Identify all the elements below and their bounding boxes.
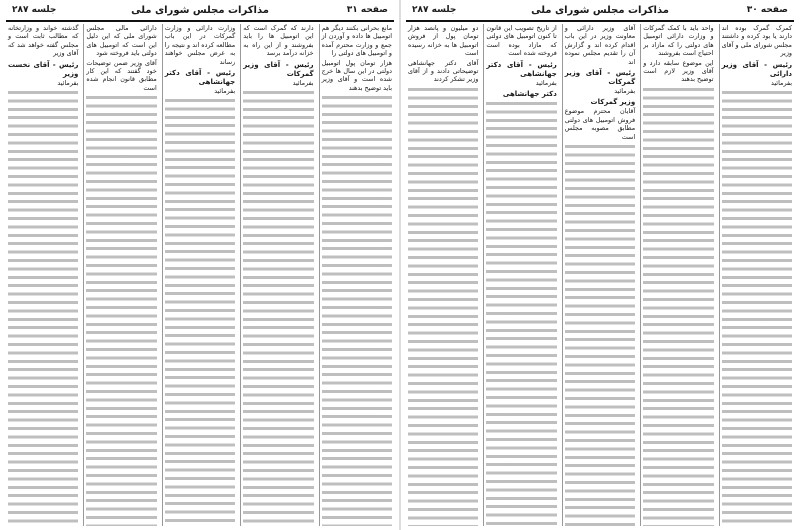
speaker-heading: رئیس - آقای وزیر گمرکات [243, 60, 314, 78]
paragraph: بفرمائید [614, 87, 636, 96]
speaker-heading: رئیس - آقای دکتر جهانشاهی [164, 69, 236, 87]
text-column [319, 24, 394, 526]
text-column [562, 24, 637, 526]
speaker-heading: وزیر گمرکات [590, 98, 636, 107]
text-columns [406, 24, 794, 526]
text-columns [6, 24, 394, 526]
paragraph: دارند که گمرک است که این اتومبیل ها را باید بفروشند و از این راه به خزانه درآمد برسد [243, 24, 314, 58]
page-number: صفحه ۳۱ [346, 5, 388, 15]
text-column [240, 24, 315, 526]
text-column [162, 24, 237, 526]
speaker-heading: رئیس - آقای نخست وزیر [7, 60, 79, 78]
illegible-text-block [86, 93, 156, 526]
page-header [6, 4, 394, 22]
text-column [640, 24, 715, 526]
paragraph: بفرمائید [57, 78, 79, 87]
speaker-heading: دکتر جهانشاهی [502, 90, 557, 99]
paragraph: از تاریخ تصویب این قانون تا کنون اتومبیل های دولتی که مازاد بوده است فروخته شده است [486, 24, 557, 58]
paragraph: آقای وزیر ضمن توضیحات خود گفتند که این کار مطابق قانون انجام شده است [86, 58, 157, 92]
page-31 [2, 0, 398, 530]
illegible-text-block [722, 88, 792, 526]
text-column [719, 24, 794, 526]
text-column [483, 24, 558, 526]
paragraph: این موضوع سابقه دارد و آقای وزیر لازم است توضیح بدهند [643, 58, 714, 84]
paragraph: دارائی مالی مجلس شورای ملی که این دلیل این است که اتومبیل های دولتی باید فروخته شود [86, 24, 157, 58]
speaker-heading: رئیس - آقای وزیر گمرکات [564, 69, 636, 87]
paragraph: واحد باید با کمک گمرکات و وزارت دارائی اتومبیل های دولتی را که مازاد بر احتیاج است بفروشند [643, 24, 714, 58]
paragraph: بفرمائید [292, 78, 314, 87]
page-30 [402, 0, 798, 530]
paragraph: وزارت دارائی و وزارت گمرکات در این باب مطالعه کرده اند و نتیجه را به عرض مجلس خواهند رساند [164, 24, 236, 66]
paragraph: آقای دکتر جهانشاهی توضیحاتی دادند و از آقای وزیر تشکر کردند [407, 58, 479, 84]
paragraph: آقای وزیر دارائی و معاونت وزیر در این باب اقدام کرده اند و گزارش آن را تقدیم مجلس نموده اند [564, 24, 636, 66]
illegible-text-block [322, 93, 392, 526]
page-gutter [399, 0, 401, 530]
paragraph: بفرمائید [535, 78, 557, 87]
illegible-text-block [643, 85, 713, 526]
paragraph: بفرمائید [214, 87, 236, 96]
paragraph: کمرک گمرک بوده اند دارند یا بود کرده و داشتند مجلس شورای ملی و آقای وزیر [721, 24, 792, 58]
text-column [6, 24, 80, 526]
paragraph: آقایان محترم موضوع فروش اتومبیل های دولتی مطابق مصوبه مجلس است [564, 107, 636, 141]
illegible-text-block [408, 85, 478, 526]
text-column [406, 24, 480, 526]
illegible-text-block [165, 96, 235, 526]
illegible-text-block [486, 99, 556, 526]
session-number: جلسه ۲۸۷ [412, 5, 457, 15]
paragraph: دو میلیون و پانصد هزار تومان پول از فروش اتومبیل ها به خزانه رسیده است [407, 24, 479, 58]
page-header [406, 4, 794, 22]
paragraph: بفرمائید [771, 78, 792, 87]
publication-title: مذاکرات مجلس شورای ملی [531, 5, 669, 16]
session-number: جلسه ۲۸۷ [12, 5, 57, 15]
illegible-text-block [243, 88, 313, 526]
illegible-text-block [8, 88, 78, 526]
speaker-heading: رئیس - آقای دکتر جهانشاهی [486, 60, 557, 78]
text-column [83, 24, 158, 526]
paragraph: مانع بحرانی بکنند دیگر هم اتومبیل ها داده و آوردن از جمع و وزارت محترم آمده و اتومبیل های دولتی را [321, 24, 392, 58]
paragraph: هزار تومان پول اتومبیل دولتی در این سال ها خرج شده است و آقای وزیر باید توضیح بدهند [321, 58, 392, 92]
illegible-text-block [565, 142, 635, 526]
page-number: صفحه ۳۰ [746, 5, 788, 15]
paragraph: گذشته خواند و وزارتخانه که مطالب ثابت است و مجلس گفته خواهد شد که آقای وزیر [7, 24, 79, 58]
publication-title: مذاکرات مجلس شورای ملی [131, 5, 269, 16]
speaker-heading: رئیس - آقای وزیر دارائی [721, 60, 792, 78]
